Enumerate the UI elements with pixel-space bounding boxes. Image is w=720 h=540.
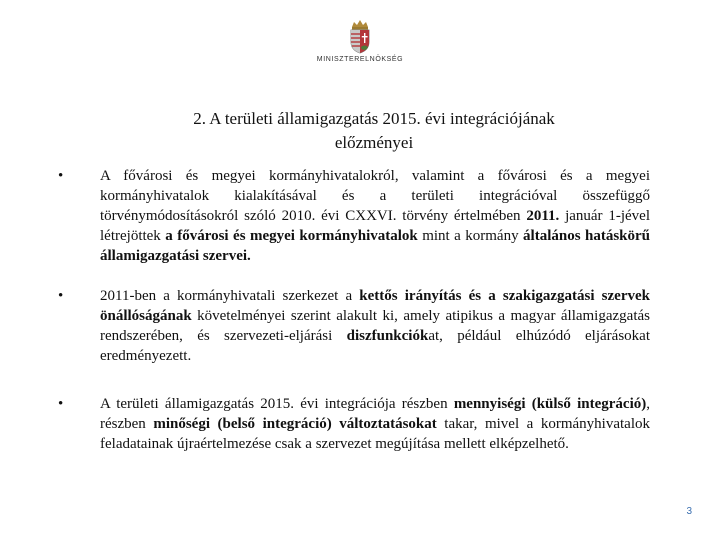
hungarian-coat-of-arms-icon [346,18,374,54]
ministry-logo [315,18,405,63]
list-item-text: 2011-ben a kormányhivatali szerkezet a kettős irányítás és a szakigazgatási szervek önállóságának követelményei szerint alakult ki, amely atipikus a magyar államigazgatás rendszerében, és szervezeti-eljárási diszfunkciókat, például elhúzódó eljárásokat eredményezett. [100,288,650,364]
list-item [58,166,650,266]
bullet-marker: • [58,396,64,412]
list-item-text: A területi államigazgatás 2015. évi integrációja részben mennyiségi (külső integráció), részben minőségi (belső integráció) változtatásokat takar, mivel a kormányhivatalok feladatainak újraértelmezése csak a szervezet megújítása mellett elképzelhető. [100,396,650,452]
slide-title-line-1: 2. A területi államigazgatás 2015. évi integrációjának [193,109,555,128]
list-item-text: A fővárosi és megyei kormányhivatalokról, valamint a fővárosi és a megyei kormányhivatalok kialakításával és a területi integrációval összefüggő törvénymódosításokról szóló 2010. évi CXXVI. törvény értelmében 2011. január 1-jével létrejöttek a fővárosi és megyei kormányhivatalok mint a kormány általános hatáskörű államigazgatási szervei. [100,168,651,264]
bullet-marker: • [58,168,64,184]
page-number: 3 [686,506,692,517]
slide-title [100,107,648,155]
bullet-list [58,166,650,474]
list-item [58,394,650,454]
bullet-marker: • [58,288,64,304]
slide-title-line-2: előzményei [334,133,414,152]
ministry-name: MINISZTERELNÖKSÉG [316,56,404,63]
list-item [58,286,650,366]
